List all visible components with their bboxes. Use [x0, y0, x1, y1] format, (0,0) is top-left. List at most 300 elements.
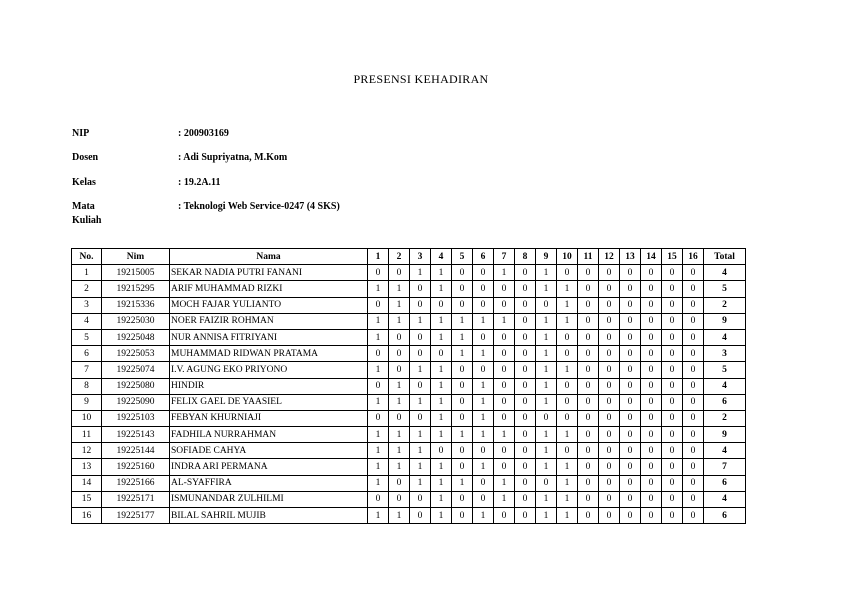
attendance-mark-cell: 0: [662, 346, 683, 362]
attendance-mark-cell: 1: [536, 362, 557, 378]
total-cell: 4: [704, 329, 746, 345]
nim-cell: 19225144: [102, 443, 170, 459]
attendance-mark-cell: 0: [410, 508, 431, 524]
attendance-mark-cell: 1: [536, 346, 557, 362]
attendance-mark-cell: 0: [578, 362, 599, 378]
attendance-mark-cell: 0: [620, 427, 641, 443]
total-cell: 4: [704, 491, 746, 507]
attendance-mark-cell: 0: [494, 378, 515, 394]
attendance-mark-cell: 1: [452, 346, 473, 362]
attendance-mark-cell: 0: [599, 346, 620, 362]
attendance-mark-cell: 0: [641, 378, 662, 394]
attendance-mark-cell: 0: [599, 459, 620, 475]
attendance-mark-cell: 1: [431, 410, 452, 426]
total-cell: 6: [704, 394, 746, 410]
attendance-mark-cell: 0: [641, 443, 662, 459]
attendance-mark-cell: 1: [389, 459, 410, 475]
attendance-mark-cell: 0: [389, 265, 410, 281]
attendance-mark-cell: 0: [620, 394, 641, 410]
attendance-mark-cell: 0: [599, 378, 620, 394]
column-header: Total: [704, 249, 746, 265]
nama-cell: SEKAR NADIA PUTRI FANANI: [170, 265, 368, 281]
attendance-mark-cell: 0: [410, 378, 431, 394]
attendance-mark-cell: 0: [683, 297, 704, 313]
total-cell: 4: [704, 443, 746, 459]
attendance-mark-cell: 0: [515, 281, 536, 297]
attendance-mark-cell: 0: [662, 297, 683, 313]
attendance-mark-cell: 0: [515, 475, 536, 491]
info-label: Mata Kuliah: [72, 200, 102, 226]
attendance-mark-cell: 1: [557, 297, 578, 313]
attendance-mark-cell: 0: [578, 265, 599, 281]
nama-cell: SOFIADE CAHYA: [170, 443, 368, 459]
column-header: 14: [641, 249, 662, 265]
attendance-mark-cell: 0: [473, 491, 494, 507]
total-cell: 4: [704, 378, 746, 394]
attendance-mark-cell: 0: [662, 491, 683, 507]
info-label: NIP: [72, 128, 90, 139]
attendance-mark-cell: 1: [473, 346, 494, 362]
attendance-mark-cell: 0: [620, 329, 641, 345]
table-row: [72, 362, 746, 378]
attendance-mark-cell: 0: [662, 313, 683, 329]
nama-cell: INDRA ARI PERMANA: [170, 459, 368, 475]
attendance-mark-cell: 0: [620, 265, 641, 281]
attendance-mark-cell: 1: [431, 265, 452, 281]
attendance-mark-cell: 0: [494, 459, 515, 475]
attendance-mark-cell: 0: [389, 475, 410, 491]
column-header: 11: [578, 249, 599, 265]
attendance-mark-cell: 0: [641, 362, 662, 378]
row-number-cell: 1: [72, 265, 102, 281]
attendance-mark-cell: 0: [578, 346, 599, 362]
column-header: 8: [515, 249, 536, 265]
nama-cell: FELIX GAEL DE YAASIEL: [170, 394, 368, 410]
column-header: 15: [662, 249, 683, 265]
total-cell: 6: [704, 508, 746, 524]
attendance-mark-cell: 0: [515, 394, 536, 410]
attendance-mark-cell: 0: [494, 410, 515, 426]
attendance-mark-cell: 0: [641, 491, 662, 507]
attendance-mark-cell: 1: [368, 475, 389, 491]
info-value: : 200903169: [178, 128, 229, 139]
attendance-mark-cell: 1: [473, 508, 494, 524]
table-row: [72, 475, 746, 491]
attendance-mark-cell: 0: [620, 313, 641, 329]
attendance-mark-cell: 0: [389, 329, 410, 345]
nama-cell: I.V. AGUNG EKO PRIYONO: [170, 362, 368, 378]
nim-cell: 19225143: [102, 427, 170, 443]
attendance-mark-cell: 0: [452, 265, 473, 281]
attendance-mark-cell: 0: [494, 508, 515, 524]
attendance-mark-cell: 0: [515, 346, 536, 362]
attendance-mark-cell: 1: [389, 508, 410, 524]
attendance-mark-cell: 0: [578, 410, 599, 426]
row-number-cell: 14: [72, 475, 102, 491]
nama-cell: FADHILA NURRAHMAN: [170, 427, 368, 443]
attendance-mark-cell: 1: [494, 265, 515, 281]
attendance-mark-cell: 0: [515, 313, 536, 329]
column-header: 10: [557, 249, 578, 265]
attendance-mark-cell: 0: [410, 410, 431, 426]
total-cell: 2: [704, 410, 746, 426]
nama-cell: NOER FAIZIR ROHMAN: [170, 313, 368, 329]
table-row: [72, 281, 746, 297]
attendance-mark-cell: 0: [599, 394, 620, 410]
attendance-mark-cell: 1: [536, 427, 557, 443]
info-value: : Adi Supriyatna, M.Kom: [178, 152, 288, 164]
info-value: : 19.2A.11: [178, 176, 221, 188]
attendance-mark-cell: 0: [662, 329, 683, 345]
attendance-mark-cell: 0: [536, 410, 557, 426]
attendance-mark-cell: 1: [536, 491, 557, 507]
attendance-mark-cell: 1: [536, 508, 557, 524]
attendance-mark-cell: 0: [389, 410, 410, 426]
attendance-mark-cell: 1: [368, 329, 389, 345]
attendance-mark-cell: 1: [389, 427, 410, 443]
nim-cell: 19215005: [102, 265, 170, 281]
attendance-mark-cell: 1: [368, 427, 389, 443]
table-row: [72, 491, 746, 507]
nama-cell: MOCH FAJAR YULIANTO: [170, 297, 368, 313]
info-label: Dosen: [72, 152, 99, 164]
row-number-cell: 10: [72, 410, 102, 426]
attendance-mark-cell: 0: [452, 297, 473, 313]
column-header: 6: [473, 249, 494, 265]
attendance-mark-cell: 0: [389, 346, 410, 362]
total-cell: 5: [704, 362, 746, 378]
attendance-mark-cell: 0: [620, 362, 641, 378]
attendance-mark-cell: 0: [641, 346, 662, 362]
attendance-mark-cell: 0: [515, 443, 536, 459]
attendance-mark-cell: 0: [368, 410, 389, 426]
nim-cell: 19225030: [102, 313, 170, 329]
row-number-cell: 11: [72, 427, 102, 443]
attendance-mark-cell: 1: [557, 313, 578, 329]
attendance-mark-cell: 1: [410, 362, 431, 378]
column-header: 12: [599, 249, 620, 265]
table-row: [72, 265, 746, 281]
attendance-mark-cell: 1: [368, 443, 389, 459]
column-header: 7: [494, 249, 515, 265]
total-cell: 3: [704, 346, 746, 362]
attendance-mark-cell: 0: [620, 281, 641, 297]
nama-cell: NUR ANNISA FITRIYANI: [170, 329, 368, 345]
total-cell: 9: [704, 427, 746, 443]
table-row: [72, 313, 746, 329]
attendance-mark-cell: 0: [662, 427, 683, 443]
attendance-mark-cell: 0: [599, 329, 620, 345]
attendance-mark-cell: 0: [494, 297, 515, 313]
attendance-mark-cell: 0: [641, 475, 662, 491]
attendance-mark-cell: 0: [578, 508, 599, 524]
table-row: [72, 346, 746, 362]
attendance-mark-cell: 0: [578, 329, 599, 345]
nama-cell: AL-SYAFFIRA: [170, 475, 368, 491]
row-number-cell: 2: [72, 281, 102, 297]
attendance-mark-cell: 0: [641, 427, 662, 443]
attendance-mark-cell: 0: [557, 443, 578, 459]
attendance-mark-cell: 0: [578, 443, 599, 459]
attendance-mark-cell: 0: [452, 459, 473, 475]
attendance-mark-cell: 0: [557, 394, 578, 410]
attendance-mark-cell: 1: [557, 427, 578, 443]
attendance-mark-cell: 1: [389, 443, 410, 459]
attendance-mark-cell: 0: [515, 491, 536, 507]
attendance-mark-cell: 1: [431, 394, 452, 410]
attendance-mark-cell: 1: [473, 313, 494, 329]
attendance-mark-cell: 1: [557, 508, 578, 524]
attendance-mark-cell: 0: [620, 491, 641, 507]
row-number-cell: 12: [72, 443, 102, 459]
attendance-mark-cell: 0: [599, 313, 620, 329]
attendance-mark-cell: 0: [578, 297, 599, 313]
attendance-mark-cell: 0: [515, 378, 536, 394]
attendance-mark-cell: 1: [368, 362, 389, 378]
row-number-cell: 6: [72, 346, 102, 362]
total-cell: 7: [704, 459, 746, 475]
table-row: [72, 297, 746, 313]
attendance-mark-cell: 1: [452, 329, 473, 345]
attendance-mark-cell: 1: [431, 378, 452, 394]
attendance-mark-cell: 0: [536, 475, 557, 491]
attendance-mark-cell: 1: [452, 427, 473, 443]
table-header-row: [72, 249, 746, 265]
column-header: 9: [536, 249, 557, 265]
attendance-mark-cell: 1: [368, 313, 389, 329]
attendance-mark-cell: 1: [410, 459, 431, 475]
attendance-mark-cell: 0: [662, 281, 683, 297]
attendance-mark-cell: 1: [368, 394, 389, 410]
attendance-mark-cell: 0: [494, 281, 515, 297]
attendance-mark-cell: 1: [410, 427, 431, 443]
attendance-mark-cell: 0: [389, 491, 410, 507]
attendance-mark-cell: 0: [557, 378, 578, 394]
attendance-mark-cell: 0: [515, 459, 536, 475]
info-label: Kelas: [72, 176, 96, 188]
attendance-mark-cell: 0: [620, 508, 641, 524]
total-cell: 6: [704, 475, 746, 491]
attendance-mark-cell: 0: [410, 297, 431, 313]
attendance-mark-cell: 0: [473, 329, 494, 345]
nim-cell: 19215336: [102, 297, 170, 313]
nama-cell: BILAL SAHRIL MUJIB: [170, 508, 368, 524]
attendance-mark-cell: 1: [389, 313, 410, 329]
attendance-mark-cell: 0: [599, 443, 620, 459]
row-number-cell: 5: [72, 329, 102, 345]
attendance-mark-cell: 0: [683, 362, 704, 378]
attendance-mark-cell: 0: [557, 410, 578, 426]
attendance-mark-cell: 0: [473, 265, 494, 281]
nim-cell: 19215295: [102, 281, 170, 297]
attendance-mark-cell: 1: [473, 427, 494, 443]
attendance-mark-cell: 0: [683, 508, 704, 524]
nim-cell: 19225090: [102, 394, 170, 410]
table-row: [72, 459, 746, 475]
attendance-mark-cell: 0: [641, 508, 662, 524]
attendance-mark-cell: 0: [620, 475, 641, 491]
nama-cell: FEBYAN KHURNIAJI: [170, 410, 368, 426]
attendance-mark-cell: 0: [578, 491, 599, 507]
attendance-mark-cell: 0: [599, 427, 620, 443]
table-row: [72, 508, 746, 524]
nim-cell: 19225103: [102, 410, 170, 426]
total-cell: 5: [704, 281, 746, 297]
attendance-mark-cell: 1: [536, 459, 557, 475]
attendance-mark-cell: 0: [599, 491, 620, 507]
attendance-mark-cell: 0: [473, 362, 494, 378]
column-header: 16: [683, 249, 704, 265]
attendance-mark-cell: 1: [410, 394, 431, 410]
attendance-mark-cell: 1: [431, 475, 452, 491]
nama-cell: HINDIR: [170, 378, 368, 394]
attendance-mark-cell: 0: [662, 394, 683, 410]
attendance-mark-cell: 0: [578, 378, 599, 394]
nama-cell: MUHAMMAD RIDWAN PRATAMA: [170, 346, 368, 362]
attendance-mark-cell: 1: [536, 394, 557, 410]
attendance-mark-cell: 0: [578, 281, 599, 297]
attendance-mark-cell: 0: [641, 297, 662, 313]
attendance-mark-cell: 1: [368, 281, 389, 297]
attendance-mark-cell: 0: [662, 410, 683, 426]
info-value: : Teknologi Web Service-0247 (4 SKS): [178, 200, 340, 212]
attendance-mark-cell: 0: [557, 329, 578, 345]
nim-cell: 19225048: [102, 329, 170, 345]
attendance-mark-cell: 1: [494, 427, 515, 443]
attendance-mark-cell: 0: [662, 475, 683, 491]
attendance-mark-cell: 0: [641, 265, 662, 281]
attendance-mark-cell: 0: [662, 459, 683, 475]
attendance-mark-cell: 0: [683, 427, 704, 443]
page-title: PRESENSI KEHADIRAN: [353, 72, 489, 86]
attendance-mark-cell: 1: [557, 491, 578, 507]
attendance-mark-cell: 0: [683, 475, 704, 491]
attendance-mark-cell: 0: [557, 346, 578, 362]
attendance-mark-cell: 1: [536, 281, 557, 297]
row-number-cell: 7: [72, 362, 102, 378]
attendance-mark-cell: 1: [389, 378, 410, 394]
attendance-mark-cell: 1: [536, 265, 557, 281]
attendance-mark-cell: 0: [578, 313, 599, 329]
row-number-cell: 8: [72, 378, 102, 394]
row-number-cell: 4: [72, 313, 102, 329]
row-number-cell: 16: [72, 508, 102, 524]
nama-cell: ISMUNANDAR ZULHILMI: [170, 491, 368, 507]
column-header: No.: [72, 249, 102, 265]
attendance-mark-cell: 0: [410, 346, 431, 362]
column-header: 13: [620, 249, 641, 265]
attendance-mark-cell: 1: [368, 508, 389, 524]
row-number-cell: 13: [72, 459, 102, 475]
attendance-mark-cell: 0: [641, 329, 662, 345]
nim-cell: 19225074: [102, 362, 170, 378]
row-number-cell: 3: [72, 297, 102, 313]
attendance-mark-cell: 1: [410, 265, 431, 281]
attendance-mark-cell: 0: [515, 297, 536, 313]
column-header: 4: [431, 249, 452, 265]
attendance-mark-cell: 0: [431, 297, 452, 313]
attendance-mark-cell: 0: [368, 297, 389, 313]
nim-cell: 19225053: [102, 346, 170, 362]
nim-cell: 19225166: [102, 475, 170, 491]
attendance-table: [71, 248, 746, 524]
attendance-mark-cell: 0: [410, 281, 431, 297]
attendance-mark-cell: 1: [452, 475, 473, 491]
attendance-mark-cell: 0: [515, 427, 536, 443]
attendance-mark-cell: 0: [599, 508, 620, 524]
attendance-mark-cell: 0: [473, 297, 494, 313]
attendance-mark-cell: 1: [536, 313, 557, 329]
attendance-mark-cell: 0: [515, 329, 536, 345]
column-header: 3: [410, 249, 431, 265]
attendance-mark-cell: 0: [683, 378, 704, 394]
attendance-mark-cell: 0: [683, 491, 704, 507]
attendance-mark-cell: 1: [431, 508, 452, 524]
attendance-mark-cell: 0: [557, 265, 578, 281]
attendance-mark-cell: 0: [620, 346, 641, 362]
attendance-mark-cell: 1: [410, 475, 431, 491]
attendance-mark-cell: 1: [431, 313, 452, 329]
attendance-mark-cell: 0: [683, 281, 704, 297]
attendance-mark-cell: 0: [620, 443, 641, 459]
attendance-mark-cell: 1: [557, 459, 578, 475]
table-row: [72, 378, 746, 394]
attendance-mark-cell: 1: [494, 475, 515, 491]
attendance-mark-cell: 0: [452, 362, 473, 378]
attendance-mark-cell: 1: [494, 313, 515, 329]
row-number-cell: 9: [72, 394, 102, 410]
attendance-mark-cell: 0: [515, 362, 536, 378]
attendance-mark-cell: 1: [389, 281, 410, 297]
attendance-mark-cell: 1: [410, 443, 431, 459]
attendance-mark-cell: 0: [662, 378, 683, 394]
attendance-mark-cell: 1: [389, 297, 410, 313]
attendance-mark-cell: 0: [494, 329, 515, 345]
attendance-mark-cell: 1: [473, 378, 494, 394]
attendance-mark-cell: 0: [494, 443, 515, 459]
attendance-mark-cell: 0: [452, 508, 473, 524]
attendance-mark-cell: 0: [452, 394, 473, 410]
attendance-mark-cell: 0: [515, 265, 536, 281]
attendance-mark-cell: 0: [599, 362, 620, 378]
attendance-mark-cell: 0: [431, 346, 452, 362]
attendance-mark-cell: 0: [620, 378, 641, 394]
total-cell: 9: [704, 313, 746, 329]
table-row: [72, 329, 746, 345]
nama-cell: ARIF MUHAMMAD RIZKI: [170, 281, 368, 297]
attendance-mark-cell: 0: [473, 281, 494, 297]
attendance-mark-cell: 0: [599, 410, 620, 426]
attendance-mark-cell: 0: [389, 362, 410, 378]
attendance-mark-cell: 0: [662, 443, 683, 459]
attendance-mark-cell: 0: [494, 346, 515, 362]
attendance-mark-cell: 0: [620, 297, 641, 313]
attendance-mark-cell: 0: [368, 346, 389, 362]
attendance-mark-cell: 0: [599, 297, 620, 313]
attendance-mark-cell: 0: [473, 475, 494, 491]
column-header: Nim: [102, 249, 170, 265]
attendance-mark-cell: 0: [578, 394, 599, 410]
total-cell: 4: [704, 265, 746, 281]
attendance-mark-cell: 0: [683, 459, 704, 475]
attendance-mark-cell: 0: [431, 443, 452, 459]
attendance-mark-cell: 1: [368, 459, 389, 475]
attendance-mark-cell: 0: [452, 491, 473, 507]
attendance-mark-cell: 1: [431, 281, 452, 297]
table-row: [72, 443, 746, 459]
attendance-mark-cell: 1: [536, 329, 557, 345]
table-row: [72, 410, 746, 426]
